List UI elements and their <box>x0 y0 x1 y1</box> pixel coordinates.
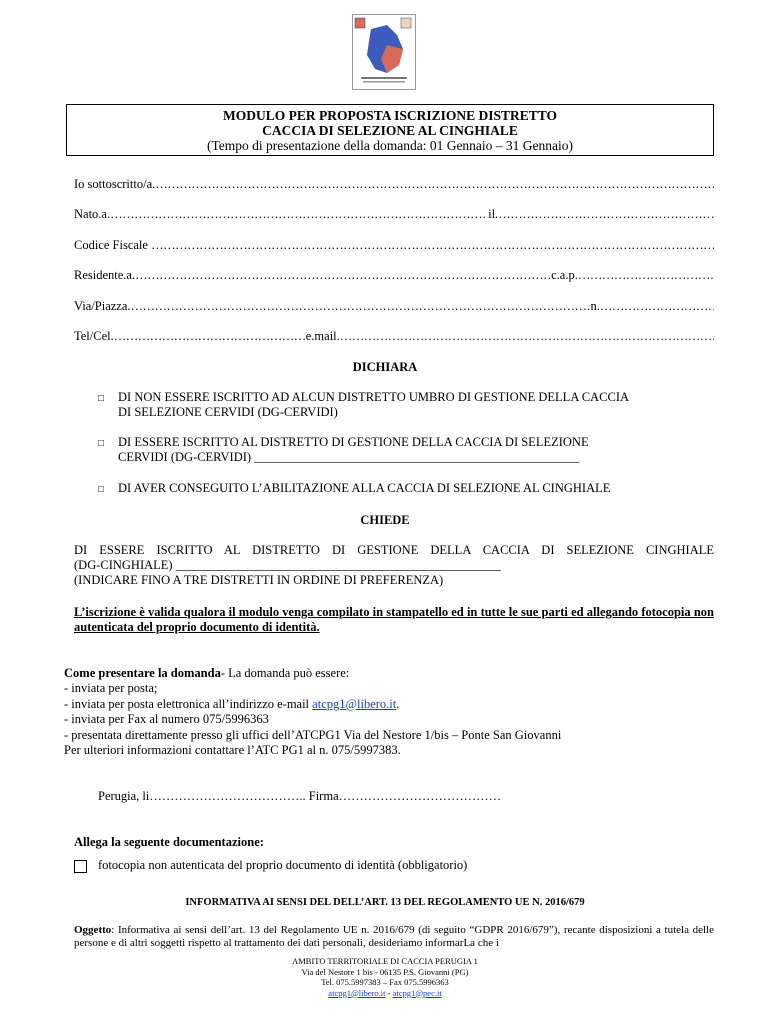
option-1-line2: DI SELEZIONE CERVIDI (DG-CERVIDI) <box>118 404 338 419</box>
label-il: il. <box>488 207 499 221</box>
presentare-line2-end: . <box>396 696 400 711</box>
submission-instructions <box>64 666 724 758</box>
presentare-intro: - La domanda può essere: <box>220 666 350 680</box>
label-tel: Tel/Cel. <box>74 329 114 343</box>
label-codice-fiscale: Codice Fiscale <box>74 238 148 252</box>
checkbox-icon[interactable]: □ <box>98 484 105 495</box>
checkbox-icon[interactable]: □ <box>98 438 105 449</box>
form-title-box <box>66 104 714 156</box>
field-codice-fiscale[interactable] <box>74 237 714 253</box>
option-3-line1: DI AVER CONSEGUITO L’ABILITAZIONE ALLA CACCIA DI SELEZIONE AL CINGHIALE <box>118 481 611 495</box>
presentare-line1: - inviata per posta; <box>64 681 158 696</box>
dichiara-option-1 <box>118 390 714 419</box>
footer-address: Via del Nestore 1 bis - 06135 P.S. Giovanni (PG) <box>301 966 469 977</box>
form-title-line2: CACCIA DI SELEZIONE AL CINGHIALE <box>262 123 518 138</box>
field-tel-email[interactable] <box>74 328 714 344</box>
email-link[interactable]: atcpg1@libero.it <box>312 696 397 711</box>
chiede-line1: DI ESSERE ISCRITTO AL DISTRETTO DI GESTIONE DELLA CACCIA DI SELEZIONE CINGHIALE <box>74 543 714 557</box>
form-title-line1: MODULO PER PROPOSTA ISCRIZIONE DISTRETTO <box>222 108 558 123</box>
field-via[interactable] <box>74 298 714 314</box>
field-residente[interactable] <box>74 267 714 283</box>
presentare-line3: - inviata per Fax al numero 075/5996363 <box>64 712 269 727</box>
label-via: Via/Piazza. <box>74 299 131 313</box>
place-date-signature-line[interactable]: Perugia, li……………………………….. Firma………………………………… <box>98 789 502 803</box>
informativa-text <box>74 924 714 950</box>
oggetto-text: : Informativa ai sensi dell’art. 13 del Regolamento UE n. 2016/679 (di seguito “GDPR 2016/679”), recante disposizioni a tutela delle persone e di altri soggetti rispetto al trattamento dei dati personali, desideriamo informarLa che i <box>74 924 714 949</box>
chiede-line3: (INDICARE FINO A TRE DISTRETTI IN ORDINE DI PREFERENZA) <box>74 573 444 587</box>
label-cap: c.a.p. <box>551 268 578 282</box>
presentare-line2: - inviata per posta elettronica all’indirizzo e-mail <box>64 696 313 711</box>
id-document-checkbox[interactable] <box>74 860 87 873</box>
validity-note: L’iscrizione è valida qualora il modulo venga compilato in stampatello ed in tutte le sue parti ed allegando fotocopia non autenticata del proprio documento di identità. <box>74 605 714 634</box>
chiede-text <box>74 543 714 588</box>
allega-item: fotocopia non autenticata del proprio documento di identità (obbligatorio) <box>98 858 468 872</box>
label-residente: Residente.a. <box>74 268 136 282</box>
footer-pec-link[interactable]: atcpg1@pec.it <box>392 987 442 998</box>
label-nato: Nato.a. <box>74 207 111 221</box>
label-n: n. <box>590 299 600 313</box>
label-sottoscritto: Io sottoscritto/a. <box>74 177 156 191</box>
footer-org: AMBITO TERRITORIALE DI CACCIA PERUGIA 1 <box>292 956 478 966</box>
umbria-map-icon <box>353 15 415 89</box>
footer-email-link[interactable]: atcpg1@libero.it <box>328 987 386 998</box>
oggetto-label: Oggetto <box>74 924 112 936</box>
informativa-heading: INFORMATIVA AI SENSI DEL DELL’ART. 13 DEL REGOLAMENTO UE N. 2016/679 <box>185 897 585 908</box>
dichiara-option-3 <box>118 481 714 496</box>
allega-heading: Allega la seguente documentazione: <box>74 835 264 849</box>
label-email: e.mail. <box>305 329 340 343</box>
presentare-line5: Per ulteriori informazioni contattare l’ATC PG1 al n. 075/5997383. <box>64 743 401 758</box>
field-sottoscritto[interactable] <box>74 176 714 192</box>
presentare-line4: - presentata direttamente presso gli uffici dell’ATCPG1 Via del Nestore 1/bis – Ponte San Giovanni <box>64 727 562 742</box>
presentare-label: Come presentare la domanda <box>64 666 221 680</box>
option-1-line1: DI NON ESSERE ISCRITTO AD ALCUN DISTRETTO UMBRO DI GESTIONE DELLA CACCIA <box>118 390 630 404</box>
option-2-line2: CERVIDI (DG-CERVIDI) ____________________________________________________ <box>118 449 580 464</box>
atc-logo <box>352 14 416 90</box>
chiede-heading: CHIEDE <box>360 513 410 527</box>
footer-phone: Tel. 075.5997383 – Fax 075.5996363 <box>321 977 449 987</box>
dichiara-option-2 <box>118 435 714 464</box>
footer-sep: - <box>385 987 393 998</box>
chiede-line2: (DG-CINGHIALE) ____________________________________________________ <box>74 558 501 572</box>
checkbox-icon[interactable]: □ <box>98 393 105 404</box>
dichiara-heading: DICHIARA <box>352 360 418 374</box>
page-footer <box>0 956 770 998</box>
field-nato[interactable] <box>74 206 714 222</box>
form-title-subtitle: (Tempo di presentazione della domanda: 01 Gennaio – 31 Gennaio) <box>206 138 574 153</box>
option-2-line1: DI ESSERE ISCRITTO AL DISTRETTO DI GESTIONE DELLA CACCIA DI SELEZIONE <box>118 435 589 449</box>
